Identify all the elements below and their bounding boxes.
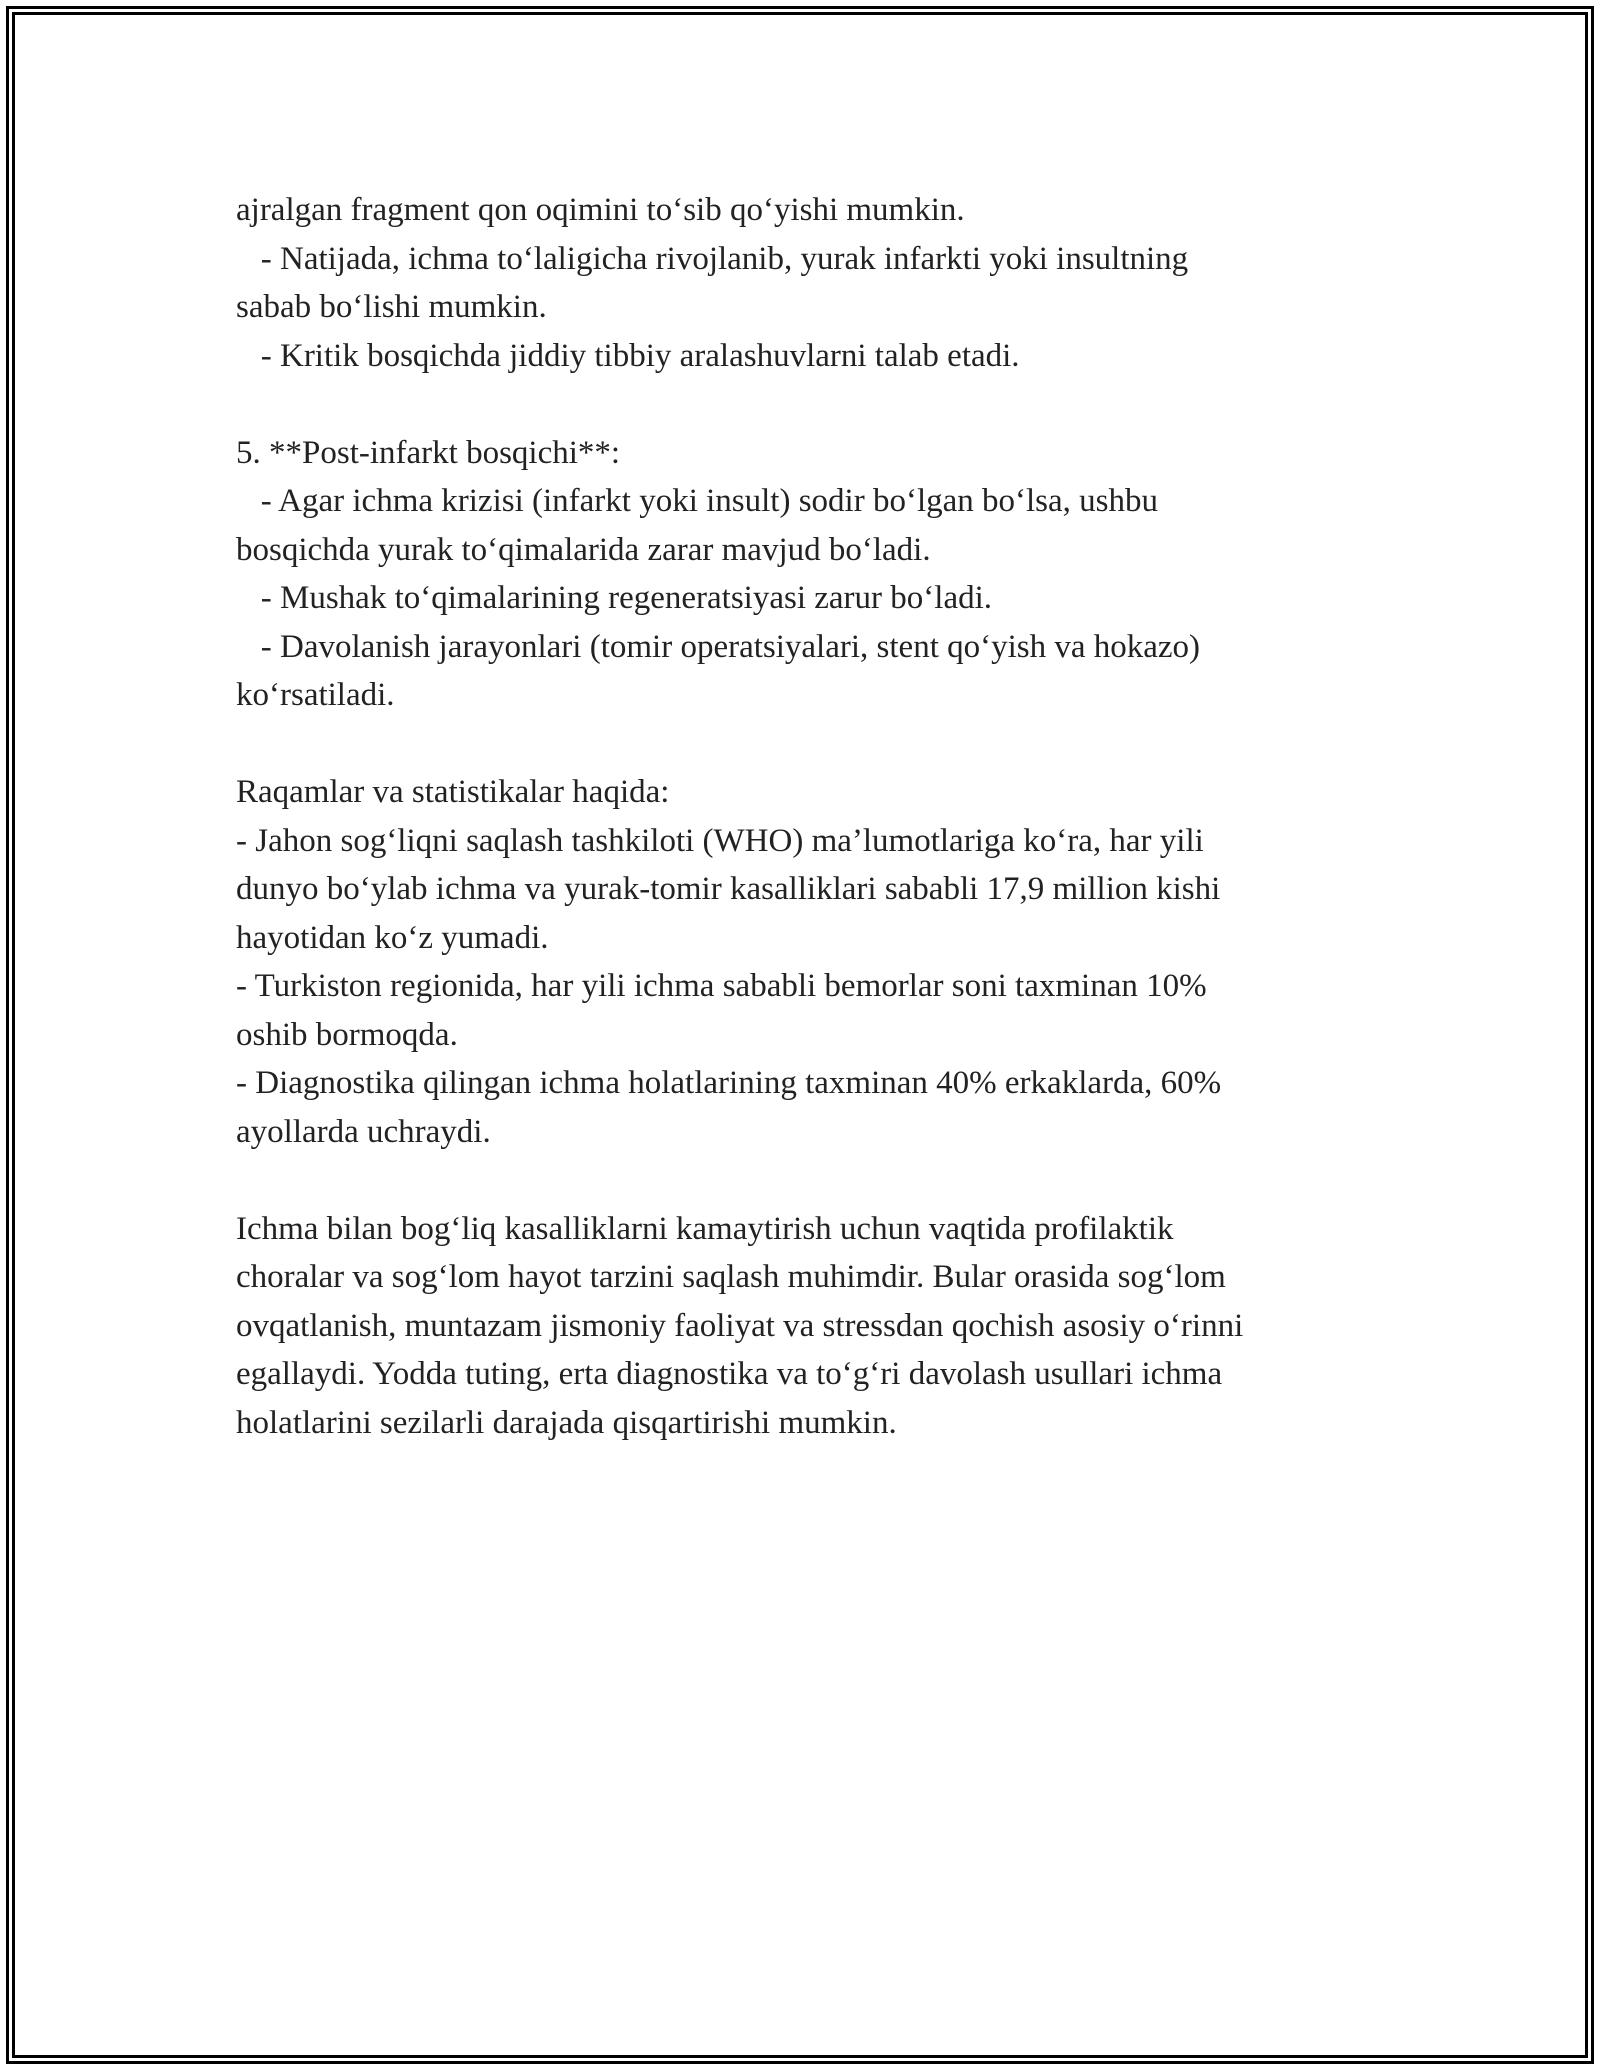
text-line: - Mushak to‘qimalarining regeneratsiyasi zarur bo‘ladi. xyxy=(236,580,993,616)
paragraph-continuation xyxy=(236,186,1376,380)
text-line: - Turkiston regionida, har yili ichma sababli bemorlar soni taxminan 10% xyxy=(236,968,1207,1004)
text-line: egallaydi. Yodda tuting, erta diagnostika va to‘g‘ri davolash usullari ichma xyxy=(236,1356,1223,1392)
text-line: oshib bormoqda. xyxy=(236,1016,458,1053)
text-line: - Jahon sog‘liqni saqlash tashkiloti (WHO) ma’lumotlariga ko‘ra, har yili xyxy=(236,822,1204,859)
text-line: ajralgan fragment qon oqimini to‘sib qo‘yishi mumkin. xyxy=(236,192,965,228)
paragraph-conclusion xyxy=(236,1205,1376,1448)
paragraph-gap xyxy=(236,1156,1376,1205)
section-heading: Raqamlar va statistikalar haqida: xyxy=(236,774,670,810)
text-line: choralar va sog‘lom hayot tarzini saqlash muhimdir. Bular orasida sog‘lom xyxy=(236,1259,1226,1295)
paragraph-gap xyxy=(236,380,1376,429)
text-line: bosqichda yurak to‘qimalarida zarar mavjud bo‘ladi. xyxy=(236,531,931,568)
text-line: sabab bo‘lishi mumkin. xyxy=(236,289,547,325)
document-body xyxy=(236,186,1376,1447)
text-line: - Agar ichma krizisi (infarkt yoki insult) sodir bo‘lgan bo‘lsa, ushbu xyxy=(236,483,1159,519)
text-line: holatlarini sezilarli darajada qisqartirishi mumkin. xyxy=(236,1404,897,1441)
section-statistics xyxy=(236,768,1376,1156)
text-line: Ichma bilan bog‘liq kasalliklarni kamaytirish uchun vaqtida profilaktik xyxy=(236,1210,1174,1247)
text-line: ayollarda uchraydi. xyxy=(236,1113,491,1150)
text-line: ovqatlanish, muntazam jismoniy faoliyat va stressdan qochish asosiy o‘rinni xyxy=(236,1307,1244,1344)
paragraph-gap xyxy=(236,720,1376,769)
text-line: - Diagnostika qilingan ichma holatlarining taxminan 40% erkaklarda, 60% xyxy=(236,1065,1222,1101)
text-line: dunyo bo‘ylab ichma va yurak-tomir kasalliklari sababli 17,9 million kishi xyxy=(236,871,1221,907)
text-line: - Kritik bosqichda jiddiy tibbiy aralashuvlarni talab etadi. xyxy=(236,337,1020,374)
text-line: - Natijada, ichma to‘laligicha rivojlanib, yurak infarkti yoki insultning xyxy=(236,240,1189,277)
text-line: - Davolanish jarayonlari (tomir operatsiyalari, stent qo‘yish va hokazo) xyxy=(236,628,1201,665)
text-line: hayotidan ko‘z yumadi. xyxy=(236,919,549,956)
section-heading: 5. **Post-infarkt bosqichi**: xyxy=(236,434,621,471)
section-post-infarct xyxy=(236,429,1376,720)
text-line: ko‘rsatiladi. xyxy=(236,677,395,713)
